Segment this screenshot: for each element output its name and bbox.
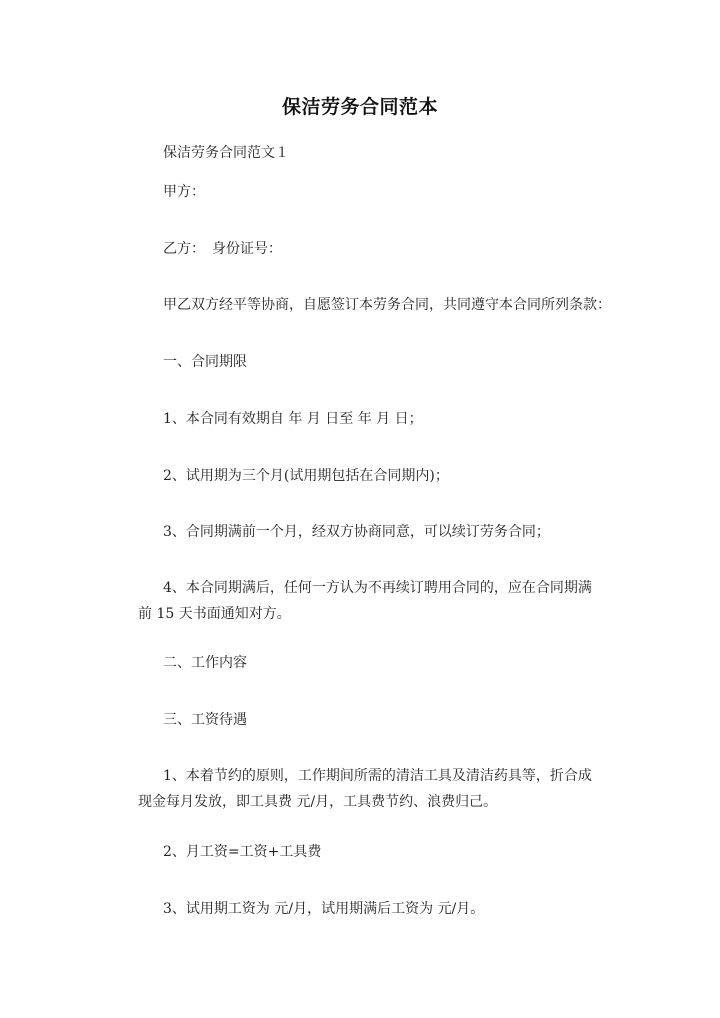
clause-contract-validity: 1、本合同有效期自 年 月 日至 年 月 日； — [163, 411, 423, 427]
clause-tool-allowance — [138, 763, 608, 815]
clause-non-renewal-notice — [138, 575, 608, 627]
section-heading-salary: 三、工资待遇 — [163, 712, 247, 728]
section-heading-work-content: 二、工作内容 — [163, 655, 247, 671]
clause-non-renewal-line-2: 前 15 天书面通知对方。 — [138, 606, 291, 622]
document-title: 保洁劳务合同范本 — [281, 96, 438, 118]
document-subtitle: 保洁劳务合同范文１ — [163, 145, 289, 161]
clause-probation-period: 2、试用期为三个月(试用期包括在合同期内)； — [163, 468, 449, 484]
clause-renewal: 3、合同期满前一个月，经双方协商同意，可以续订劳务合同； — [163, 524, 550, 540]
clause-monthly-salary: 2、月工资=工资+工具费 — [163, 844, 322, 860]
clause-tool-allowance-line-2: 现金每月发放，即工具费 元/月，工具费节约、浪费归己。 — [138, 794, 498, 810]
intro-paragraph: 甲乙双方经平等协商，自愿签订本劳务合同，共同遵守本合同所列条款： — [163, 297, 611, 313]
clause-non-renewal-line-1: 4、本合同期满后，任何一方认为不再续订聘用合同的，应在合同期满 — [163, 580, 592, 596]
section-heading-contract-term: 一、合同期限 — [163, 354, 247, 370]
clause-tool-allowance-line-1: 1、本着节约的原则，工作期间所需的清洁工具及清洁药具等，折合成 — [163, 768, 592, 784]
party-b-line: 乙方： 身份证号： — [163, 241, 282, 257]
clause-probation-salary: 3、试用期工资为 元/月，试用期满后工资为 元/月。 — [163, 901, 485, 917]
party-a-line: 甲方： — [163, 184, 205, 200]
